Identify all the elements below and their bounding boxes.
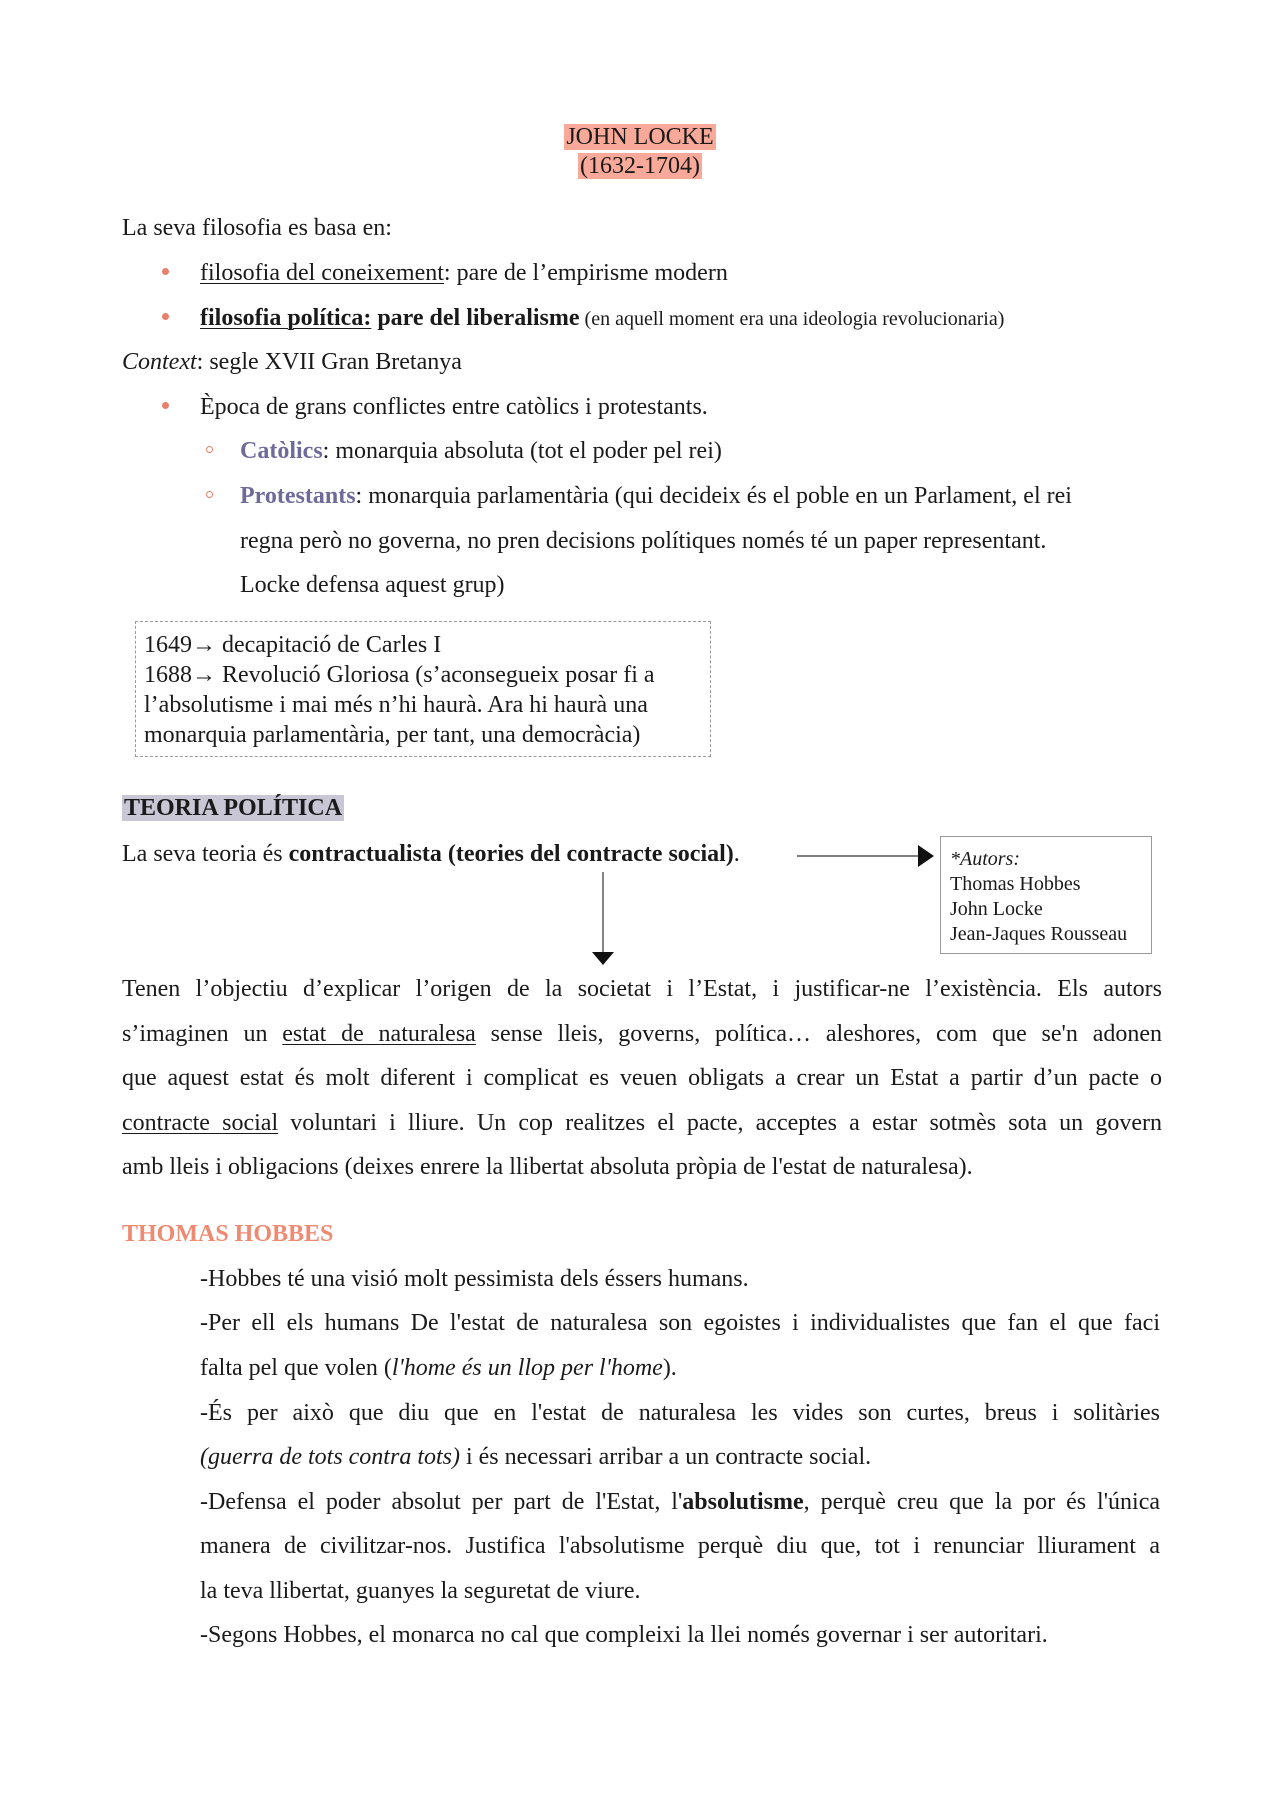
title-dates: (1632-1704) bbox=[580, 153, 700, 179]
hobbes-text: i és necessari arribar a un contracte social. bbox=[459, 1444, 872, 1470]
timeline-text-line: monarquia parlamentària, per tant, una democràcia) bbox=[144, 722, 641, 748]
hobbes-quote: l'home és un llop per l'home bbox=[391, 1355, 663, 1381]
base-term: filosofia política: bbox=[200, 305, 372, 331]
paragraph-line: Tenen l’objectiu d’explicar l’origen de la societat i l’Estat, i justificar-ne l’existència. Els autors bbox=[122, 976, 1162, 1002]
arrow-right-icon: → bbox=[192, 662, 216, 688]
paragraph-line bbox=[122, 1108, 1162, 1138]
author-name: Thomas Hobbes bbox=[950, 873, 1081, 895]
paragraph-text: voluntari i lliure. Un cop realitzes el pacte, acceptes a estar sotmès sota un govern bbox=[278, 1110, 1162, 1136]
paragraph-text: s’imaginen un bbox=[122, 1021, 283, 1047]
base-bold-rest: pare del liberalisme bbox=[371, 305, 580, 331]
hobbes-text: -Defensa el poder absolut per part de l'Estat, l' bbox=[200, 1489, 683, 1515]
section-heading: THOMAS HOBBES bbox=[122, 1221, 334, 1247]
teoria-bold: contractualista (teories del contracte social) bbox=[288, 841, 734, 867]
teoria-pre: La seva teoria és bbox=[122, 841, 289, 867]
arrow-right-icon: → bbox=[192, 632, 216, 658]
teoria-post: . bbox=[733, 841, 740, 867]
timeline-year: 1688 bbox=[144, 662, 192, 688]
hobbes-bold: absolutisme bbox=[682, 1489, 804, 1515]
base-term: filosofia del coneixement bbox=[200, 260, 444, 286]
hobbes-line: la teva llibertat, guanyes la seguretat de viure. bbox=[200, 1578, 641, 1604]
timeline-text: Revolució Gloriosa (s’aconsegueix posar fi a bbox=[216, 662, 655, 688]
base-rest: : pare de l’empirisme modern bbox=[443, 260, 728, 286]
paragraph-line: amb lleis i obligacions (deixes enrere la llibertat absoluta pròpia de l'estat de naturalesa). bbox=[122, 1154, 973, 1180]
hobbes-line: -Hobbes té una visió molt pessimista dels éssers humans. bbox=[200, 1266, 749, 1292]
hobbes-line bbox=[200, 1353, 1160, 1383]
paragraph-line bbox=[122, 1019, 1162, 1049]
group-text: : monarquia absoluta (tot el poder pel rei) bbox=[322, 438, 722, 464]
teoria-heading: TEORIA POLÍTICA bbox=[124, 795, 343, 821]
arrow-right-icon bbox=[797, 845, 934, 867]
paragraph-line: que aquest estat és molt diferent i complicat es veuen obligats a crear un Estat a partir d’un pacte o bbox=[122, 1065, 1162, 1091]
hobbes-line: manera de civilitzar-nos. Justifica l'absolutisme perquè diu que, tot i renunciar lliurament a bbox=[200, 1533, 1160, 1559]
group-text-line: Locke defensa aquest grup) bbox=[240, 572, 505, 598]
paragraph-term: estat de naturalesa bbox=[282, 1021, 476, 1047]
group-text: : monarquia parlamentària (qui decideix és el poble en un Parlament, el rei bbox=[355, 483, 1072, 509]
hobbes-line bbox=[200, 1487, 1160, 1517]
hobbes-line: -Per ell els humans De l'estat de naturalesa son egoistes i individualistes que fan el que faci bbox=[200, 1310, 1160, 1336]
context-text: : segle XVII Gran Bretanya bbox=[196, 349, 462, 375]
group-text-line: regna però no governa, no pren decisions polítiques només té un paper representant. bbox=[240, 528, 1047, 554]
authors-label: *Autors: bbox=[950, 848, 1020, 870]
context-label: Context bbox=[122, 349, 197, 375]
group-name: Protestants bbox=[240, 483, 356, 509]
context-bullet: Època de grans conflictes entre catòlics i protestants. bbox=[200, 394, 708, 420]
author-name: John Locke bbox=[950, 898, 1043, 920]
hobbes-line bbox=[200, 1442, 1160, 1472]
hobbes-quote: (guerra de tots contra tots) bbox=[200, 1444, 460, 1470]
hobbes-text: falta pel que volen ( bbox=[200, 1355, 392, 1381]
intro-text: La seva filosofia es basa en: bbox=[122, 215, 392, 241]
author-name: Jean-Jaques Rousseau bbox=[950, 923, 1128, 945]
arrow-down-icon bbox=[592, 872, 614, 965]
timeline-text-line: l’absolutisme i mai més n’hi haurà. Ara hi haurà una bbox=[144, 692, 648, 718]
group-name: Catòlics bbox=[240, 438, 323, 464]
paragraph-term: contracte social bbox=[122, 1110, 279, 1136]
hobbes-text: ). bbox=[662, 1355, 677, 1381]
title-name: JOHN LOCKE bbox=[566, 124, 714, 150]
hobbes-line: -Segons Hobbes, el monarca no cal que compleixi la llei només governar i ser autoritari. bbox=[200, 1622, 1048, 1648]
paragraph-text: sense lleis, governs, política… aleshores, com que se'n adonen bbox=[475, 1021, 1162, 1047]
hobbes-text: , perquè creu que la por és l'única bbox=[803, 1489, 1160, 1515]
hobbes-line: -És per això que diu que en l'estat de naturalesa les vides son curtes, breus i solitàries bbox=[200, 1400, 1160, 1426]
timeline-text: decapitació de Carles I bbox=[216, 632, 442, 658]
timeline-year: 1649 bbox=[144, 632, 192, 658]
base-note: (en aquell moment era una ideologia revolucionaria) bbox=[579, 308, 1005, 330]
